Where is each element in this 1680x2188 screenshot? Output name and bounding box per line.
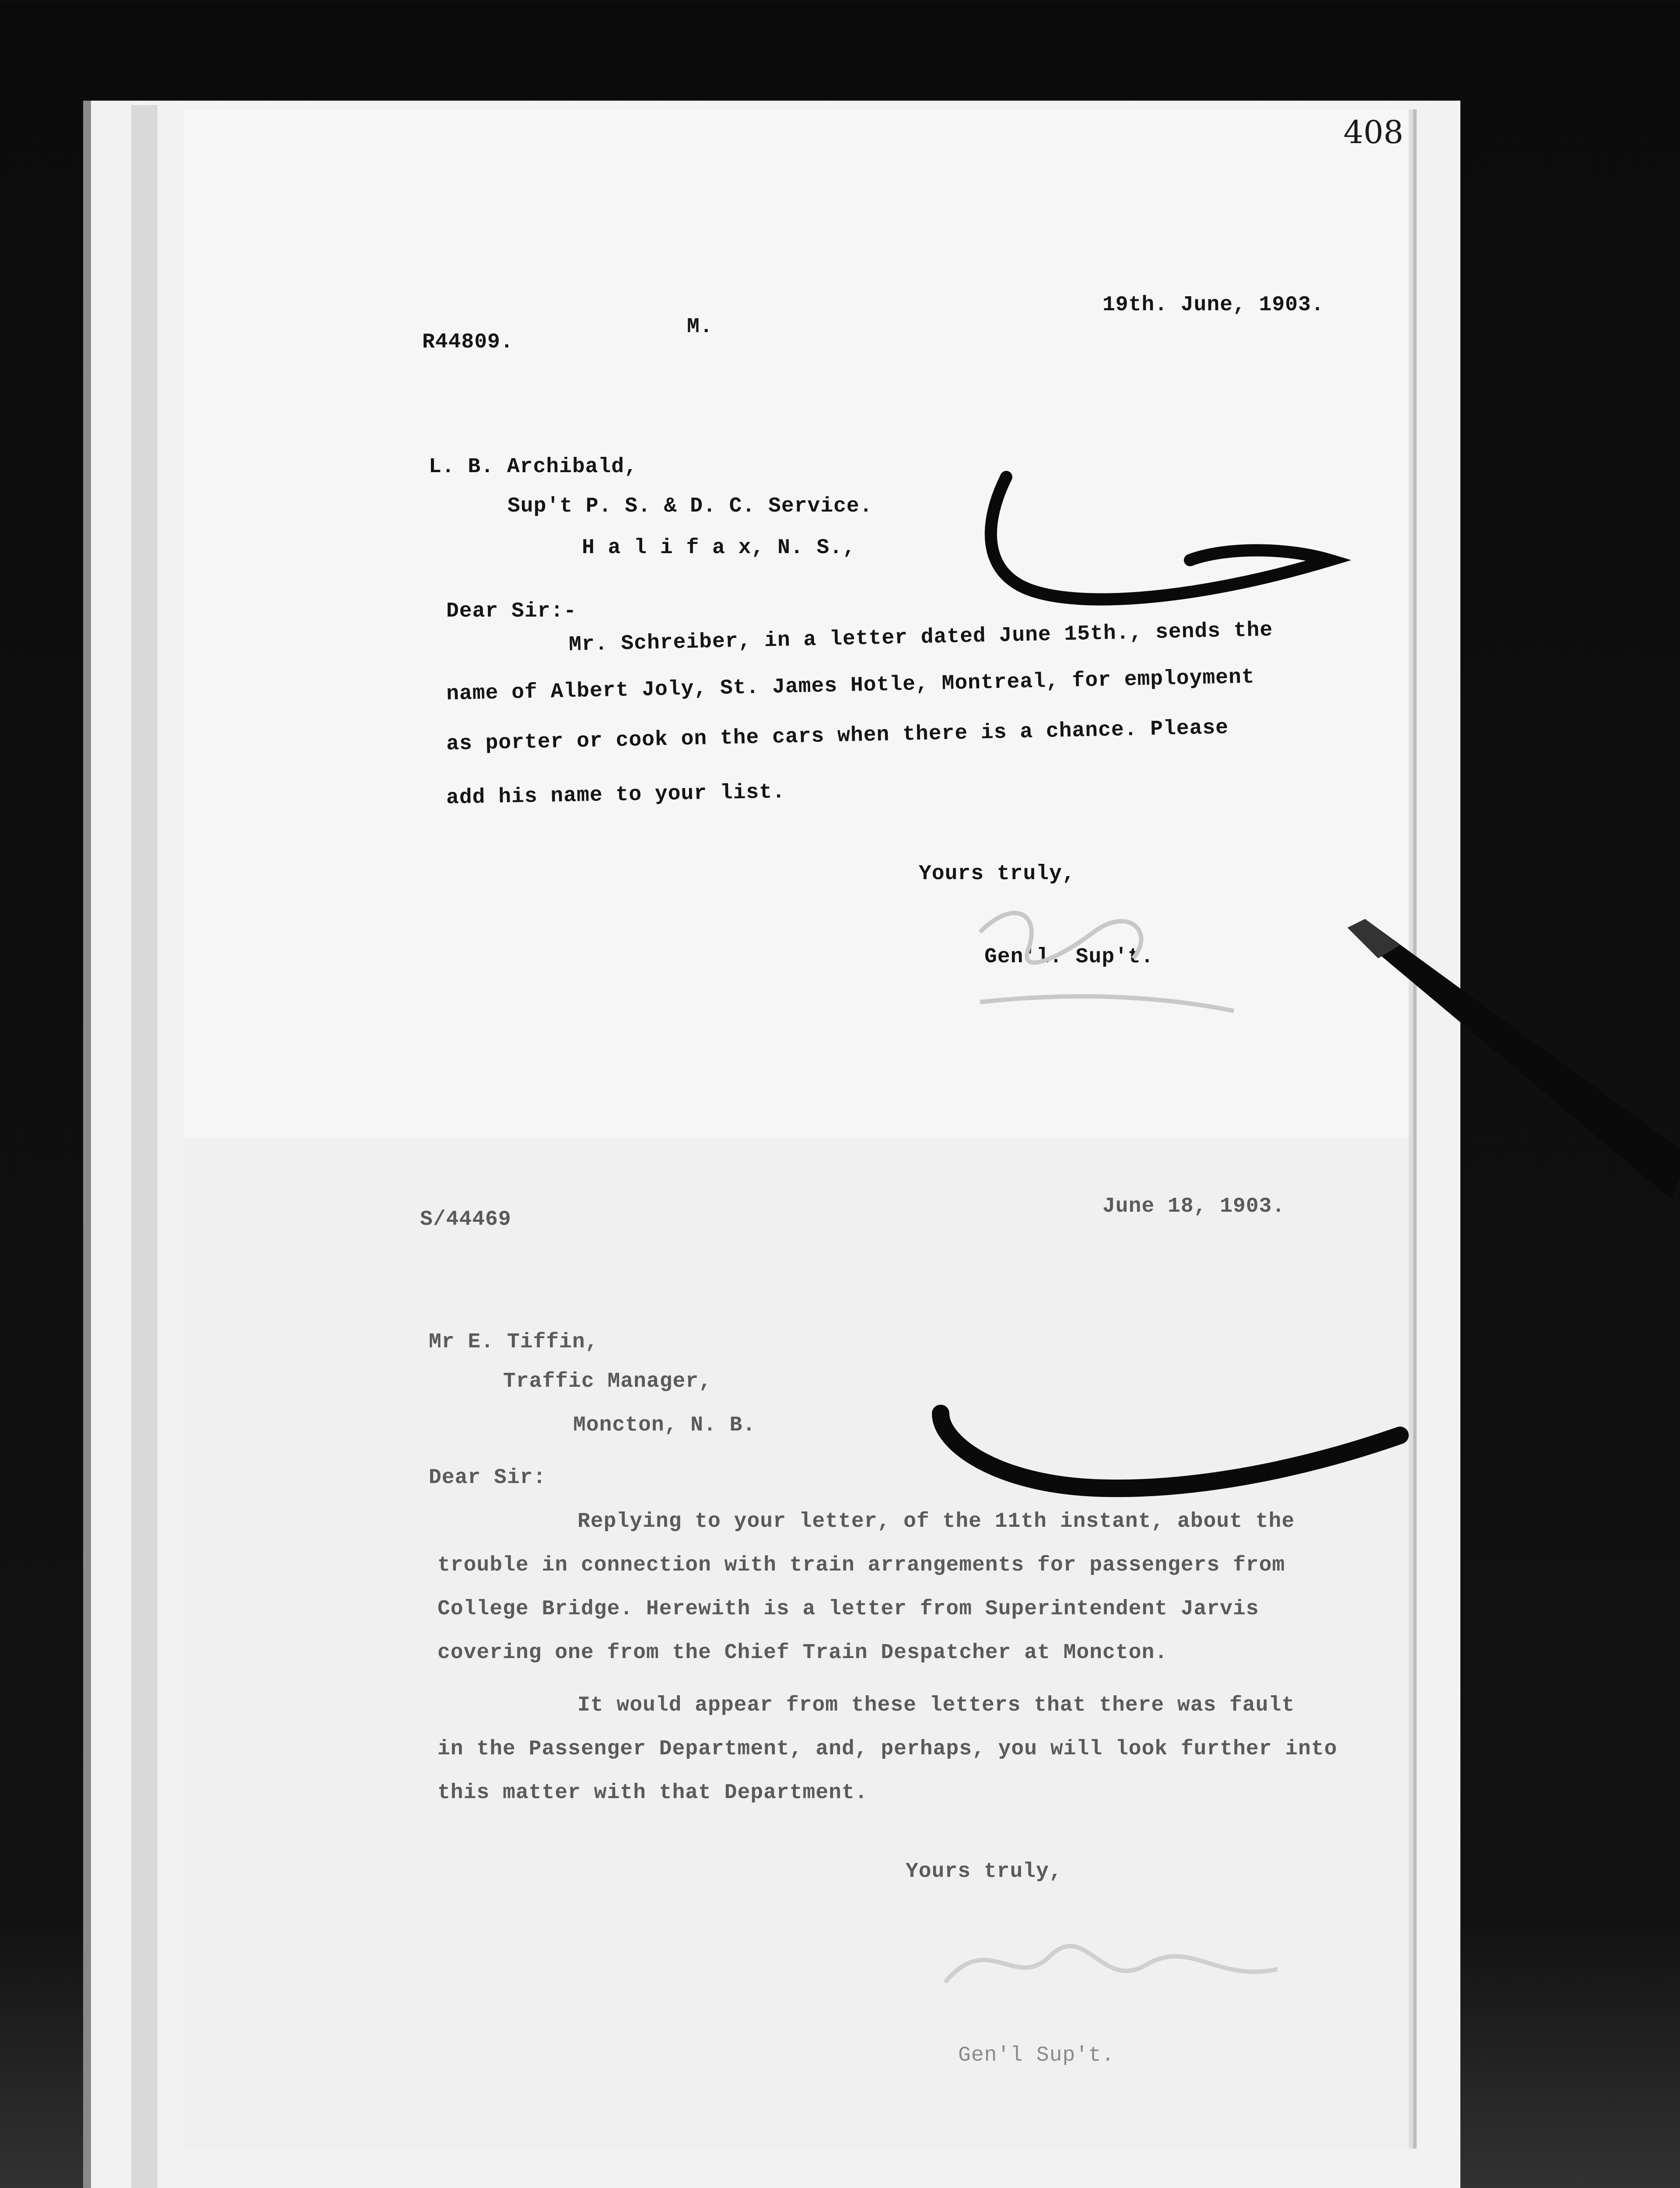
letter2-body-line: Replying to your letter, of the 11th instant, about the: [578, 1510, 1295, 1533]
pen-icon: [1339, 910, 1680, 1217]
letterbook-page: [184, 109, 1409, 2149]
letter2-date: June 18, 1903.: [1102, 1195, 1285, 1218]
letter2-salutation: Dear Sir:: [429, 1466, 546, 1490]
letter1-body-line: as porter or cook on the cars when there is a chance. Please: [446, 716, 1229, 756]
letter2-closing: Yours truly,: [906, 1860, 1062, 1883]
letter1-addressee-name: L. B. Archibald,: [429, 455, 637, 479]
letter1-signature-title: Gen'l. Sup't.: [984, 945, 1154, 969]
letter2-body-line: trouble in connection with train arrangements for passengers from: [438, 1553, 1285, 1577]
letter2-body-line: this matter with that Department.: [438, 1781, 868, 1805]
letter2-body-line: It would appear from these letters that there was fault: [578, 1694, 1295, 1717]
check-mark-1: [980, 459, 1461, 687]
check-mark-2: [928, 1405, 1496, 1545]
letter2-signature-title: Gen'l Sup't.: [958, 2044, 1115, 2067]
letter2-body-line: covering one from the Chief Train Despatcher at Moncton.: [438, 1641, 1168, 1665]
signature-scribble-1: [928, 880, 1278, 1055]
letter1-body-line: name of Albert Joly, St. James Hotle, Montreal, for employment: [446, 665, 1255, 706]
letter1-date: 19th. June, 1903.: [1102, 293, 1324, 317]
letter1-closing: Yours truly,: [919, 862, 1075, 886]
signature-scribble-2: [901, 1904, 1339, 2035]
page-number: 408: [1343, 114, 1404, 151]
letter1-salutation: Dear Sir:-: [446, 600, 577, 623]
letter1-body-line: Mr. Schreiber, in a letter dated June 15th., sends the: [568, 618, 1273, 657]
letter2-addressee-city: Moncton, N. B.: [573, 1413, 756, 1437]
film-strip-edge: [131, 105, 158, 2188]
letter1-reference: R44809.: [422, 330, 514, 354]
letter2-body-line: in the Passenger Department, and, perhaps, you will look further into: [438, 1737, 1337, 1761]
letter1-addressee-city: H a l i f a x, N. S.,: [582, 536, 856, 560]
letter2-body-line: College Bridge. Herewith is a letter from Superintendent Jarvis: [438, 1597, 1259, 1621]
letter2-addressee-title: Traffic Manager,: [503, 1370, 712, 1393]
letter1-body-line: add his name to your list.: [446, 780, 786, 810]
letter2-addressee-name: Mr E. Tiffin,: [429, 1330, 598, 1354]
letter1-addressee-title: Sup't P. S. & D. C. Service.: [508, 494, 873, 518]
letter1-initial: M.: [687, 315, 713, 339]
letter2-reference: S/44469: [420, 1208, 511, 1231]
